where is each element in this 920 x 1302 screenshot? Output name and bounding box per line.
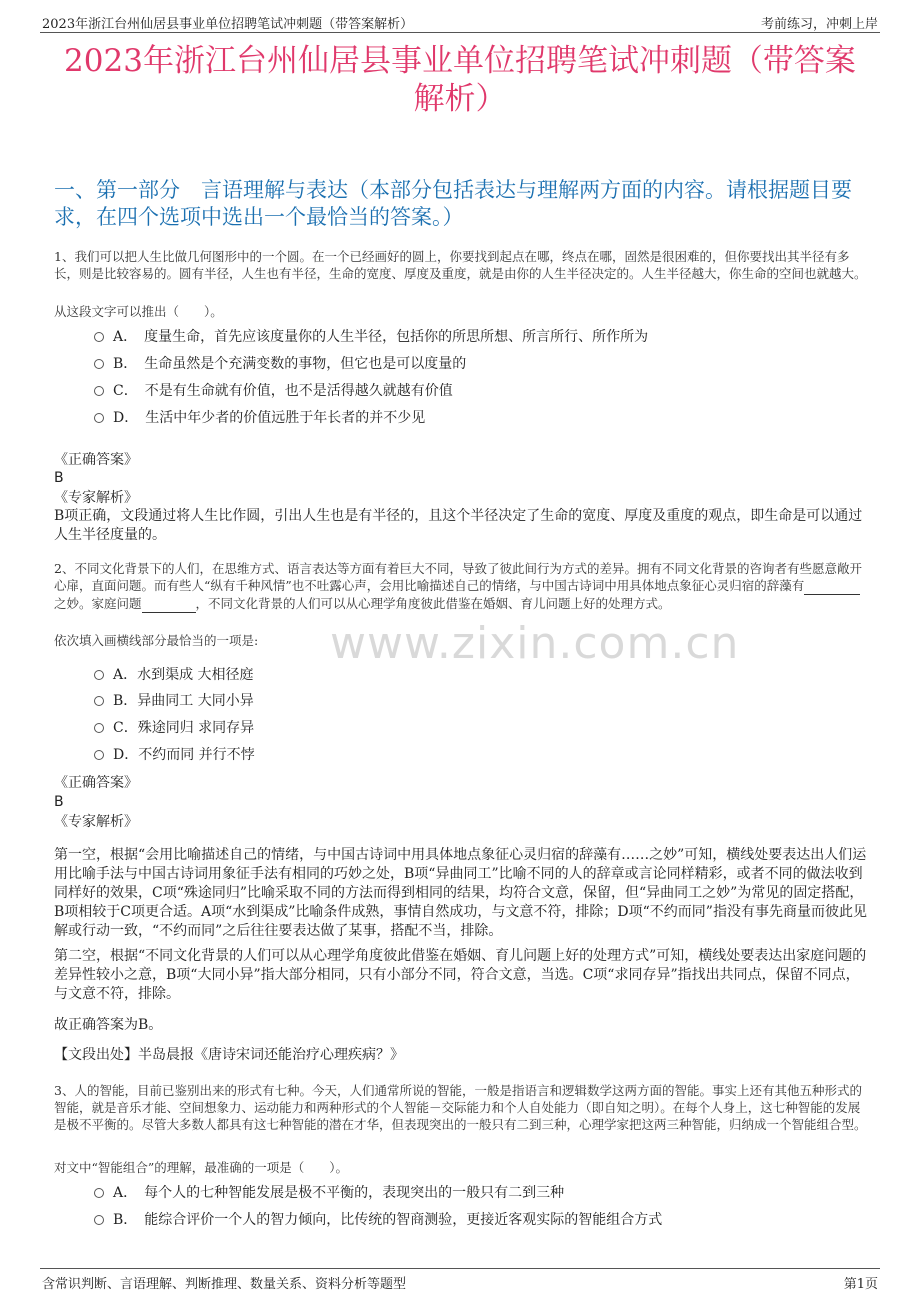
page-number: 第1页 <box>843 1277 878 1292</box>
question-2-analysis-label: 《专家解析》 <box>54 814 138 830</box>
question-2-answer: B <box>54 794 64 810</box>
option-label: B．异曲同工 大同小异 <box>113 693 254 709</box>
fill-blank-2[interactable] <box>142 595 196 613</box>
radio-icon[interactable] <box>94 413 104 423</box>
radio-icon[interactable] <box>94 670 104 680</box>
footer-note: 含常识判断、言语理解、判断推理、数量关系、资料分析等题型 <box>42 1277 407 1292</box>
question-2-option-c[interactable] <box>94 718 254 738</box>
header-slogan: 考前练习，冲刺上岸 <box>760 17 878 32</box>
watermark: www.zixin.com.cn <box>330 618 740 669</box>
radio-icon[interactable] <box>94 750 104 760</box>
question-2-conclusion: 故正确答案为B。 <box>54 1017 163 1033</box>
radio-icon[interactable] <box>94 1188 104 1198</box>
question-1-answer-label: 《正确答案》 <box>54 452 138 468</box>
section-heading: 一、第一部分 言语理解与表达（本部分包括表达与理解两方面的内容。请根据题目要求，在四个选项中选出一个最恰当的答案。） <box>54 178 852 229</box>
question-1-text: 1、我们可以把人生比做几何图形中的一个圆。在一个已经画好的圆上，你要找到起点在哪，终点在哪，固然是很困难的，但你要找出其半径有多长，则是比较容易的。圆有半径，人生也有半径，生命的宽度、厚度及重度，就是由你的人生半径决定的。人生半径越大，你生命的空间也就越大。 <box>54 249 867 281</box>
question-1-analysis: B项正确，文段通过将人生比作圆，引出人生也是有半径的，且这个半径决定了生命的宽度、厚度及重度的观点，即生命是可以通过人生半径度量的。 <box>54 508 863 543</box>
question-1-option-c[interactable] <box>94 381 453 401</box>
question-2-option-d[interactable] <box>94 745 255 765</box>
question-2-option-a[interactable] <box>94 665 254 685</box>
option-label: A． 每个人的七种智能发展是极不平衡的，表现突出的一般只有二到三种 <box>113 1185 565 1201</box>
question-1-option-d[interactable] <box>94 408 425 428</box>
question-2-answer-label: 《正确答案》 <box>54 775 138 791</box>
option-label: D． 生活中年少者的价值远胜于年长者的并不少见 <box>113 410 426 426</box>
option-label: D．不约而同 并行不悖 <box>113 747 255 763</box>
question-3-option-a[interactable] <box>94 1183 564 1203</box>
question-1-option-b[interactable] <box>94 354 466 374</box>
page-footer <box>40 1268 880 1291</box>
question-2-source: 【文段出处】半岛晨报《唐诗宋词还能治疗心理疾病？》 <box>54 1047 404 1063</box>
option-label: B． 生命虽然是个充满变数的事物，但它也是可以度量的 <box>113 356 467 372</box>
header-doc-title: 2023年浙江台州仙居县事业单位招聘笔试冲刺题（带答案解析） <box>42 17 414 32</box>
question-2-text: 2、不同文化背景下的人们，在思维方式、语言表达等方面有着巨大不同，导致了彼此间行为方式的差异。拥有不同文化背景的咨询者有些愿意敞开心扉，直面问题。而有些人“纵有千种风情”也不吐露心声，会用比喻描述自己的情绪，与中国古诗词中用具体地点象征心灵归宿的辞藻有 之妙。家庭问题 ，不同文化背景的人们可以从心理学角度彼此借鉴在婚姻、育儿问题上好的处理方式。 <box>54 561 862 611</box>
radio-icon[interactable] <box>94 1215 104 1225</box>
radio-icon[interactable] <box>94 359 104 369</box>
page-header <box>40 10 880 33</box>
question-3-option-b[interactable] <box>94 1210 662 1230</box>
question-2-option-b[interactable] <box>94 691 254 711</box>
question-1-answer: B <box>54 470 64 486</box>
option-label: C．殊途同归 求同存异 <box>113 720 255 736</box>
radio-icon[interactable] <box>94 386 104 396</box>
question-1-analysis-label: 《专家解析》 <box>54 490 138 506</box>
option-label: A． 度量生命，首先应该度量你的人生半径，包括你的所思所想、所言所行、所作所为 <box>113 329 649 345</box>
question-1-prompt: 从这段文字可以推出（ ）。 <box>54 304 223 319</box>
question-3-prompt: 对文中“智能组合”的理解，最准确的一项是（ ）。 <box>54 1160 349 1175</box>
fill-blank-1[interactable] <box>804 577 860 595</box>
question-1-option-a[interactable] <box>94 327 648 347</box>
option-label: A．水到渠成 大相径庭 <box>113 667 254 683</box>
question-2-analysis-1: 第一空，根据“会用比喻描述自己的情绪，与中国古诗词中用具体地点象征心灵归宿的辞藻有……之妙”可知，横线处要表达出人们运用比喻手法与中国古诗词用象征手法有相同的巧妙之处，B项“异曲同工”比喻不同的人的辞章或言论同样精彩，或者不同的做法收到同样好的效果，C项“殊途同归”比喻采取不同的方法而得到相同的结果，均符合文意，保留，但“异曲同工之妙”为常见的固定搭配，B项相较于C项更合适。A项“水到渠成”比喻条件成熟，事情自然成功，与文意不符，排除；D项“不约而同”指没有事先商量而彼此见解或行动一致，“不约而同”之后往往要表达做了某事，搭配不当，排除。 <box>54 847 867 939</box>
question-3-text: 3、人的智能，目前已鉴别出来的形式有七种。今天，人们通常所说的智能，一般是指语言和逻辑数学这两方面的智能。事实上还有其他五种形式的智能，就是音乐才能、空间想象力、运动能力和两种形式的个人智能－交际能力和个人自处能力（即自知之明）。在每个人身上，这七种智能的发展是极不平衡的。尽管大多数人都具有这七种智能的潜在才华，但表现突出的一般只有二到三种，心理学家把这两三种智能，归纳成一个智能组合型。 <box>54 1083 867 1132</box>
option-label: C． 不是有生命就有价值，也不是活得越久就越有价值 <box>113 383 453 399</box>
radio-icon[interactable] <box>94 723 104 733</box>
question-2-prompt: 依次填入画横线部分最恰当的一项是: <box>54 633 259 648</box>
question-2-analysis-2: 第二空，根据“不同文化背景的人们可以从心理学角度彼此借鉴在婚姻、育儿问题上好的处理方式”可知，横线处要表达出家庭问题的差异性较小之意，B项“大同小异”指大部分相同，只有小部分不同，符合文意，当选。C项“求同存异”指找出共同点，保留不同点，与文意不符，排除。 <box>54 948 867 1002</box>
document-title: 2023年浙江台州仙居县事业单位招聘笔试冲刺题（带答案解析） <box>64 43 856 117</box>
option-label: B． 能综合评价一个人的智力倾向，比传统的智商测验，更接近客观实际的智能组合方式 <box>113 1212 663 1228</box>
radio-icon[interactable] <box>94 332 104 342</box>
radio-icon[interactable] <box>94 696 104 706</box>
